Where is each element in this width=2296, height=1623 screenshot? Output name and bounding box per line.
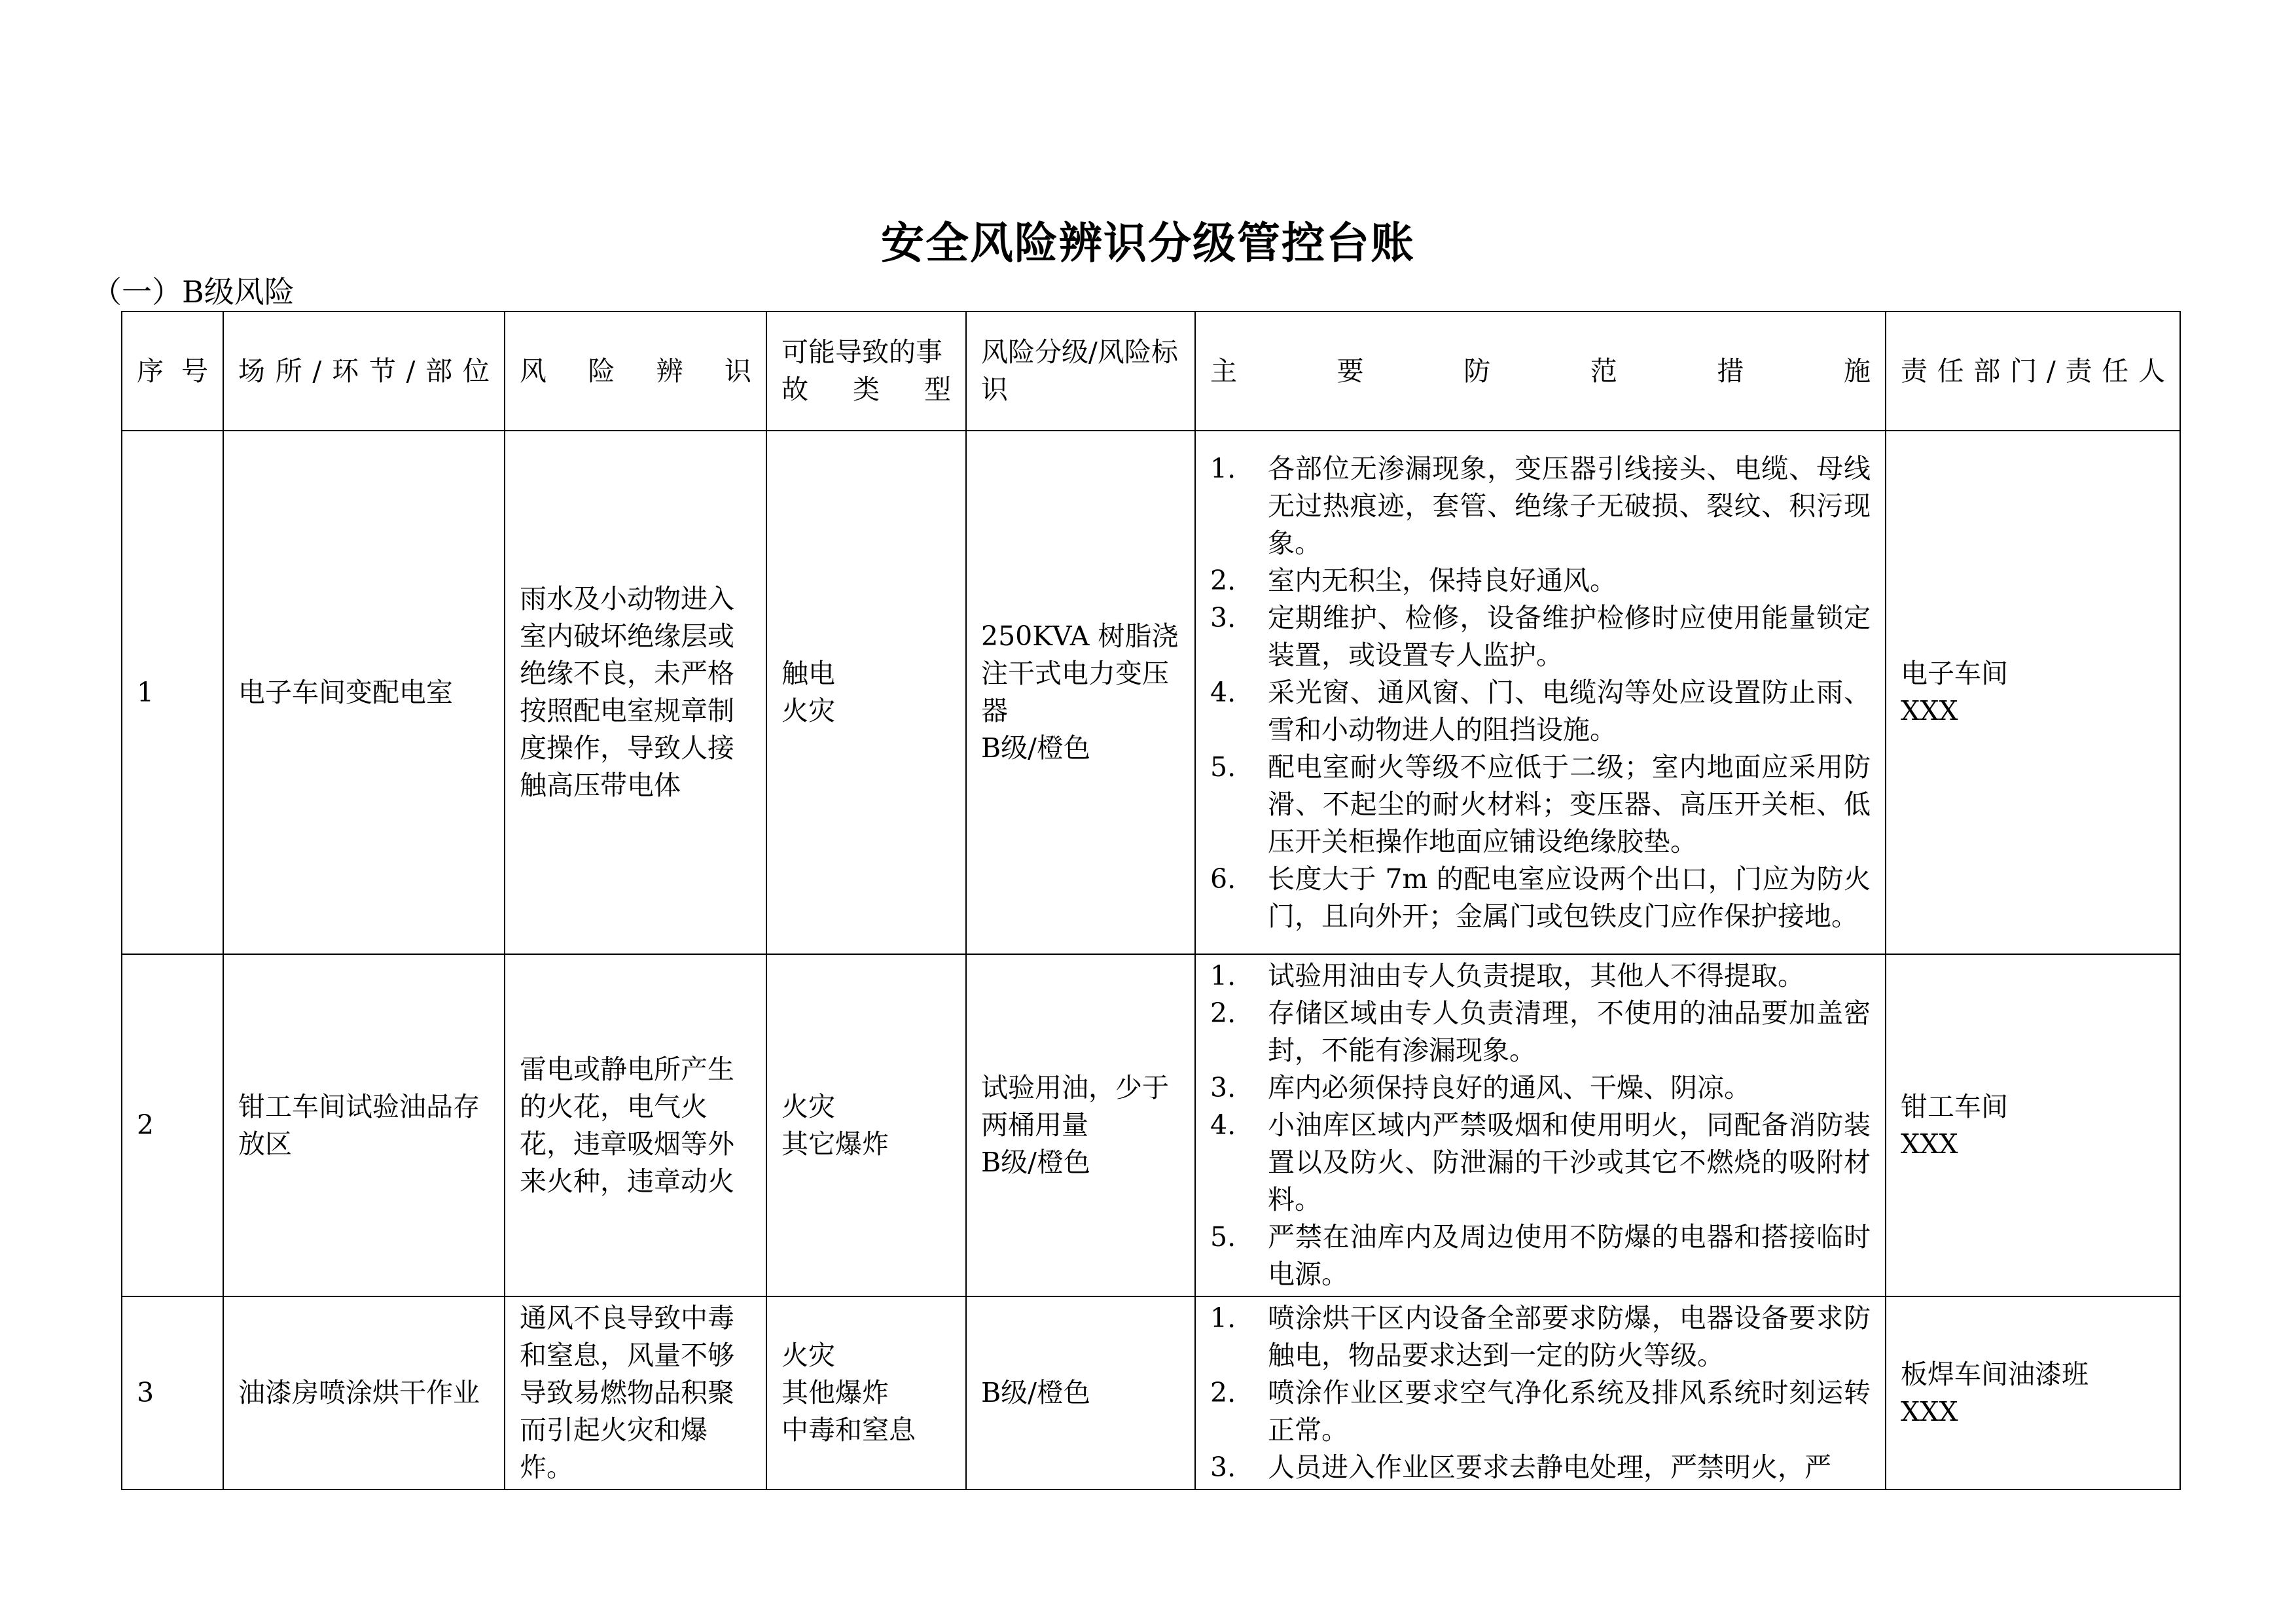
row-number: 2 <box>122 954 223 1296</box>
measure-text: 人员进入作业区要求去静电处理，严禁明火，严 <box>1268 1452 1831 1483</box>
table-row <box>122 431 2180 954</box>
measure-item <box>1210 450 1871 562</box>
location-cell: 电子车间变配电室 <box>223 431 505 954</box>
measure-number: 3. <box>1210 1072 1236 1103</box>
measure-number: 1. <box>1210 1302 1236 1334</box>
measures-cell <box>1195 1296 1886 1489</box>
column-header-responsible: 责任部门/责任人 <box>1886 312 2180 431</box>
measure-text: 严禁在油库内及周边使用不防爆的电器和搭接临时电源。 <box>1268 1221 1871 1290</box>
measures-cell <box>1195 954 1886 1296</box>
column-header-accident-type: 可能导致的事故类型 <box>766 312 966 431</box>
measure-text: 长度大于 7m 的配电室应设两个出口，门应为防火门，且向外开；金属门或包铁皮门应作保护接地。 <box>1268 863 1871 932</box>
table-row <box>122 1296 2180 1489</box>
risk-ledger-table <box>121 311 2181 1490</box>
accident-type: 火灾 <box>781 1090 835 1122</box>
measure-number: 2. <box>1210 564 1236 596</box>
risk-identification-cell: 雷电或静电所产生的火花，电气火花，违章吸烟等外来火种，违章动火 <box>505 954 766 1296</box>
accident-type: 火灾 <box>781 1340 835 1371</box>
measure-number: 3. <box>1210 1452 1236 1483</box>
accident-type: 火灾 <box>781 695 835 726</box>
responsible-department: 板焊车间油漆班 <box>1901 1358 2089 1390</box>
measure-text: 库内必须保持良好的通风、干燥、阴凉。 <box>1268 1072 1751 1103</box>
measure-item <box>1210 957 1871 995</box>
measure-number: 3. <box>1210 601 1236 633</box>
measure-number: 5. <box>1210 1221 1236 1253</box>
measure-text: 喷涂烘干区内设备全部要求防爆，电器设备要求防触电，物品要求达到一定的防火等级。 <box>1268 1302 1871 1371</box>
risk-level-text: B级/橙色 <box>981 732 1090 764</box>
risk-level-text: 250KVA 树脂浇注干式电力变压器 <box>981 620 1179 726</box>
location-cell: 油漆房喷涂烘干作业 <box>223 1296 505 1489</box>
row-number: 1 <box>122 431 223 954</box>
row-number: 3 <box>122 1296 223 1489</box>
section-label: （一）B级风险 <box>92 274 295 310</box>
responsible-cell <box>1886 1296 2180 1489</box>
measure-item <box>1210 861 1871 935</box>
measure-list <box>1210 450 1871 935</box>
column-header-location: 场所/环节/部位 <box>223 312 505 431</box>
column-header-risk-identification: 风 险 辨 识 <box>505 312 766 431</box>
responsible-cell <box>1886 431 2180 954</box>
risk-level-text: 试验用油，少于两桶用量 <box>981 1072 1169 1141</box>
measure-number: 4. <box>1210 1109 1236 1141</box>
risk-identification-cell: 雨水及小动物进入室内破坏绝缘层或绝缘不良，未严格按照配电室规章制度操作，导致人接触高压带电体 <box>505 431 766 954</box>
measure-item <box>1210 674 1871 749</box>
column-header-no: 序 号 <box>122 312 223 431</box>
accident-type-cell <box>766 1296 966 1489</box>
measure-item <box>1210 749 1871 861</box>
accident-type: 其它爆炸 <box>781 1128 889 1160</box>
risk-level-text: B级/橙色 <box>981 1147 1090 1178</box>
measure-text: 小油库区域内严禁吸烟和使用明火，同配备消防装置以及防火、防泄漏的干沙或其它不燃烧的吸附材料。 <box>1268 1109 1871 1215</box>
measure-item <box>1210 1449 1871 1486</box>
measure-item <box>1210 1107 1871 1219</box>
measure-text: 喷涂作业区要求空气净化系统及排风系统时刻运转正常。 <box>1268 1377 1871 1446</box>
risk-level-cell <box>966 954 1195 1296</box>
measure-text: 配电室耐火等级不应低于二级；室内地面应采用防滑、不起尘的耐火材料；变压器、高压开关柜、低压开关柜操作地面应铺设绝缘胶垫。 <box>1268 751 1871 857</box>
risk-level-cell <box>966 431 1195 954</box>
measure-text: 试验用油由专人负责提取，其他人不得提取。 <box>1268 960 1804 991</box>
measure-number: 5. <box>1210 751 1236 783</box>
measure-number: 2. <box>1210 1377 1236 1408</box>
table-row <box>122 954 2180 1296</box>
measure-item <box>1210 995 1871 1069</box>
measure-text: 各部位无渗漏现象，变压器引线接头、电缆、母线无过热痕迹，套管、绝缘子无破损、裂纹、积污现象。 <box>1268 452 1871 559</box>
page-title: 安全风险辨识分级管控台账 <box>881 217 1415 268</box>
measure-item <box>1210 1300 1871 1374</box>
responsible-person: XXX <box>1901 1395 1958 1427</box>
measure-text: 室内无积尘，保持良好通风。 <box>1268 564 1617 596</box>
measure-text: 采光窗、通风窗、门、电缆沟等处应设置防止雨、雪和小动物进人的阻挡设施。 <box>1268 676 1871 745</box>
column-header-measures: 主 要 防 范 措 施 <box>1195 312 1886 431</box>
measure-item <box>1210 1374 1871 1449</box>
responsible-cell <box>1886 954 2180 1296</box>
measure-number: 4. <box>1210 676 1236 708</box>
responsible-person: XXX <box>1901 1128 1958 1160</box>
measure-number: 1. <box>1210 452 1236 484</box>
measure-number: 1. <box>1210 960 1236 991</box>
measure-text: 定期维护、检修，设备维护检修时应使用能量锁定装置，或设置专人监护。 <box>1268 601 1871 671</box>
responsible-department: 电子车间 <box>1901 658 2008 689</box>
location-cell: 钳工车间试验油品存放区 <box>223 954 505 1296</box>
measure-number: 2. <box>1210 997 1236 1029</box>
accident-type: 其他爆炸 <box>781 1377 889 1408</box>
responsible-department: 钳工车间 <box>1901 1090 2008 1122</box>
accident-type-cell <box>766 431 966 954</box>
measure-list <box>1210 957 1871 1293</box>
measure-text: 存储区域由专人负责清理，不使用的油品要加盖密封，不能有渗漏现象。 <box>1268 997 1871 1066</box>
measure-list <box>1210 1300 1871 1486</box>
accident-type: 中毒和窒息 <box>781 1414 916 1446</box>
risk-level-cell <box>966 1296 1195 1489</box>
measures-cell <box>1195 431 1886 954</box>
accident-type-cell <box>766 954 966 1296</box>
responsible-person: XXX <box>1901 695 1958 726</box>
risk-identification-cell: 通风不良导致中毒和窒息，风量不够导致易燃物品积聚而引起火灾和爆炸。 <box>505 1296 766 1489</box>
measure-item <box>1210 1069 1871 1107</box>
measure-item <box>1210 562 1871 599</box>
measure-number: 6. <box>1210 863 1236 895</box>
column-header-risk-level: 风险分级/风险标识 <box>966 312 1195 431</box>
risk-level-text: B级/橙色 <box>981 1377 1090 1408</box>
accident-type: 触电 <box>781 658 835 689</box>
measure-item <box>1210 1219 1871 1293</box>
measure-item <box>1210 599 1871 674</box>
table-header-row <box>122 312 2180 431</box>
